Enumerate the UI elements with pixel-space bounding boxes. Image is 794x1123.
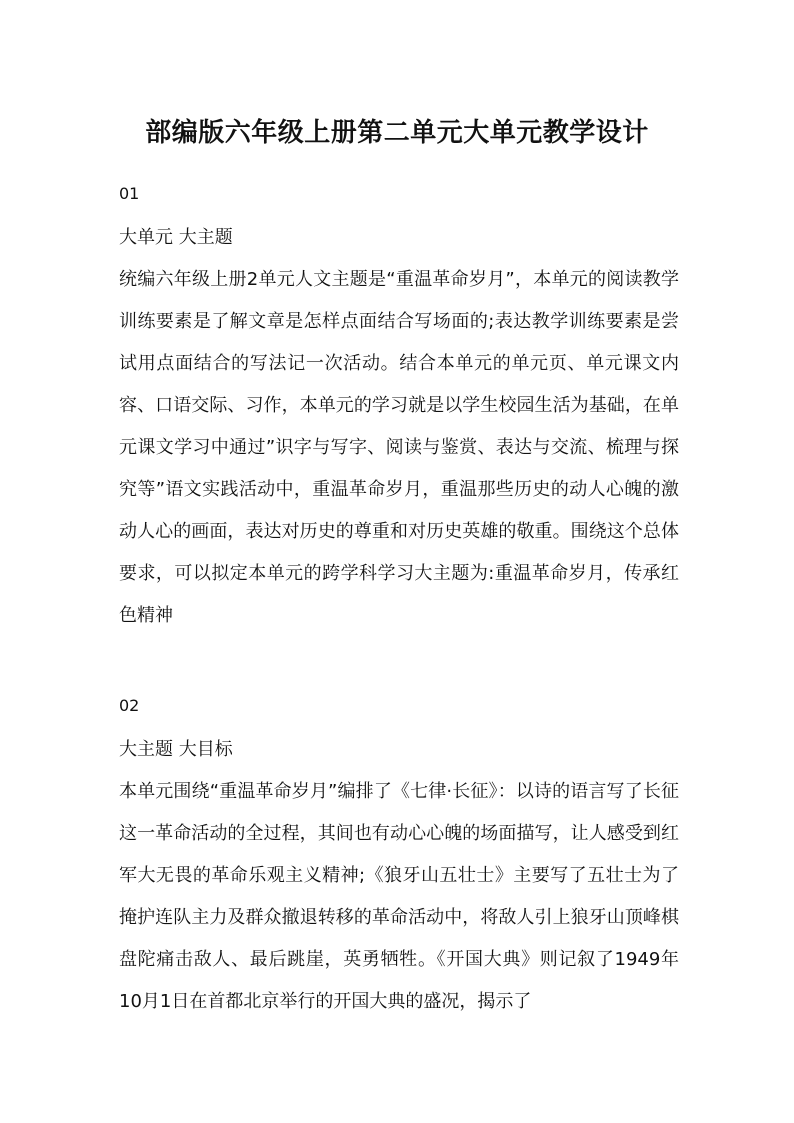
document-title: 部编版六年级上册第二单元大单元教学设计 (145, 118, 649, 148)
section-number: 02 (119, 696, 140, 715)
section-01 (119, 179, 679, 637)
section-paragraph: 统编六年级上册2单元人文主题是“重温革命岁月”，本单元的阅读教学训练要素是了解文章是怎样点面结合写场面的;表达教学训练要素是尝试用点面结合的写法记一次活动。结合本单元的单元页、单元课文内容、口语交际、习作，本单元的学习就是以学生校园生活为基础，在单元课文学习中通过”识字与写字、阅读与鉴赏、表达与交流、梳理与探究等”语文实践活动中，重温革命岁月，重温那些历史的动人心魄的激动人心的画面，表达对历史的尊重和对历史英雄的敬重。围绕这个总体要求，可以拟定本单元的跨学科学习大主题为:重温革命岁月，传承红色精神 (119, 269, 679, 626)
section-number: 01 (119, 184, 140, 203)
document-content (119, 179, 679, 1023)
section-heading: 大主题 大目标 (119, 739, 233, 760)
section-02 (119, 691, 679, 1023)
section-paragraph: 本单元围绕“重温革命岁月”编排了《七律·长征》：以诗的语言写了长征这一革命活动的全过程，其间也有动心心魄的场面描写，让人感受到红军大无畏的革命乐观主义精神;《狼牙山五壮士》主要写了五壮士为了掩护连队主力及群众撤退转移的革命活动中，将敌人引上狼牙山顶峰棋盘陀痛击敌人、最后跳崖，英勇牺牲。《开国大典》则记叙了1949年10月1日在首都北京举行的开国大典的盛况，揭示了 (119, 781, 679, 1012)
section-spacer (119, 637, 679, 691)
section-heading: 大单元 大主题 (119, 227, 233, 248)
